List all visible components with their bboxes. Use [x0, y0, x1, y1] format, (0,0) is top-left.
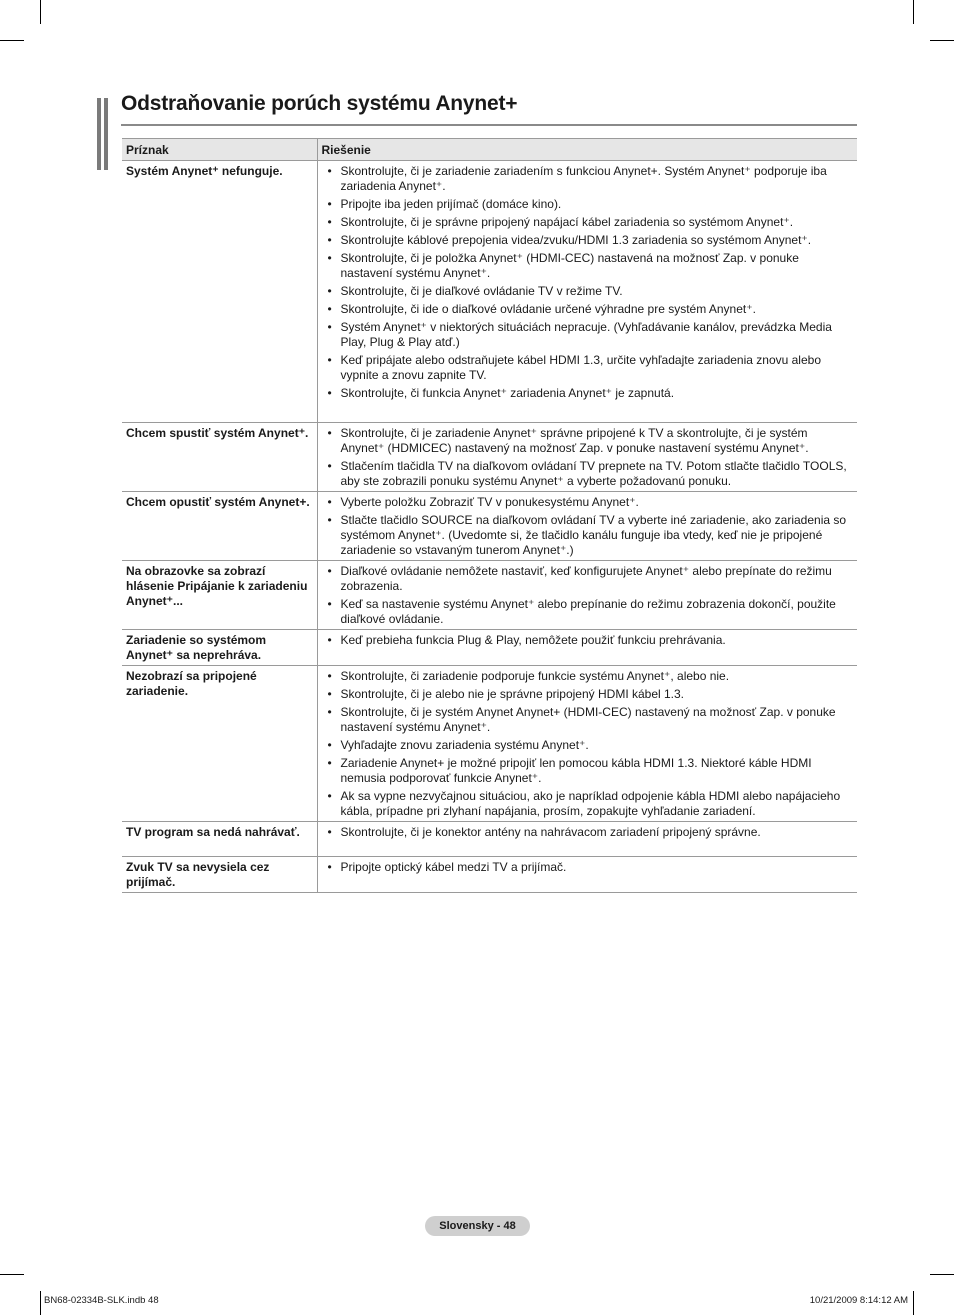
- title-bar: [97, 98, 101, 170]
- table-row: [122, 423, 857, 492]
- column-header-solution: Riešenie: [317, 139, 857, 161]
- print-file-label: BN68-02334B-SLK.indb 48: [44, 1295, 159, 1306]
- table-row: [122, 666, 857, 822]
- solution-item: • Systém Anynet⁺ v niektorých situáciách nepracuje. (Vyhľadávanie kanálov, prevádzka Media Play, Plug & Play atď.): [322, 320, 854, 350]
- solution-item: • Zariadenie Anynet+ je možné pripojiť len pomocou kábla HDMI 1.3. Niektoré káble HDMI nemusia podporovať funkcie Anynet⁺.: [322, 756, 854, 786]
- symptom-cell: Na obrazovke sa zobrazí hlásenie Pripájanie k zariadeniu Anynet⁺...: [122, 561, 317, 630]
- solution-list: [322, 860, 854, 875]
- solution-item: • Skontrolujte, či zariadenie podporuje funkcie systému Anynet⁺, alebo nie.: [322, 669, 854, 684]
- crop-mark: [40, 0, 41, 24]
- crop-mark: [930, 40, 954, 41]
- solution-item: • Skontrolujte, či je systém Anynet Anynet+ (HDMI-CEC) nastavený na možnosť Zap. v ponuke nastavení systému Anynet⁺.: [322, 705, 854, 735]
- crop-mark: [0, 1274, 24, 1275]
- symptom-cell: Chcem spustiť systém Anynet⁺.: [122, 423, 317, 492]
- symptom-cell: Zariadenie so systémom Anynet⁺ sa neprehráva.: [122, 630, 317, 666]
- table-header-row: [122, 139, 857, 161]
- symptom-cell: Nezobrazí sa pripojené zariadenie.: [122, 666, 317, 822]
- solution-list: [322, 633, 854, 648]
- solution-item: • Skontrolujte, či ide o diaľkové ovládanie určené výhradne pre systém Anynet⁺.: [322, 302, 854, 317]
- solution-item: • Pripojte optický kábel medzi TV a prijímač.: [322, 860, 854, 875]
- solution-list: [322, 564, 854, 627]
- solution-list: [322, 164, 854, 401]
- table-row: [122, 561, 857, 630]
- solution-item: • Skontrolujte, či funkcia Anynet⁺ zariadenia Anynet⁺ je zapnutá.: [322, 386, 854, 401]
- solution-item: • Stlačte tlačidlo SOURCE na diaľkovom ovládaní TV a vyberte iné zariadenie, ako zariadenia so systémom Anynet⁺. (Uvedomte si, že tlačidlo kanálu funguje iba vtedy, keď nie je pripojené zariadenie so vstavaným tunerom Anynet⁺.): [322, 513, 854, 558]
- title-decoration: [97, 98, 111, 170]
- symptom-cell: Chcem opustiť systém Anynet+.: [122, 492, 317, 561]
- solution-cell: [317, 161, 857, 423]
- solution-item: • Skontrolujte káblové prepojenia videa/zvuku/HDMI 1.3 zariadenia so systémom Anynet⁺.: [322, 233, 854, 248]
- solution-list: [322, 669, 854, 819]
- table-row: [122, 161, 857, 423]
- symptom-cell: TV program sa nedá nahrávať.: [122, 822, 317, 857]
- solution-item: • Pripojte iba jeden prijímač (domáce kino).: [322, 197, 854, 212]
- solution-item: • Skontrolujte, či je alebo nie je správne pripojený HDMI kábel 1.3.: [322, 687, 854, 702]
- solution-item: • Stlačením tlačidla TV na diaľkovom ovládaní TV prepnete na TV. Potom stlačte tlačidlo TOOLS, aby ste zobrazili ponuku systému Anynet⁺ a vyberte požadovanú ponuku.: [322, 459, 854, 489]
- solution-item: • Skontrolujte, či je správne pripojený napájací kábel zariadenia so systémom Anynet⁺.: [322, 215, 854, 230]
- title-rule: [121, 124, 857, 126]
- solution-item: • Diaľkové ovládanie nemôžete nastaviť, keď konfigurujete Anynet⁺ alebo prepínate do režimu zobrazenia.: [322, 564, 854, 594]
- solution-item: • Keď sa nastavenie systému Anynet⁺ alebo prepínanie do režimu zobrazenia dokončí, použite diaľkové ovládanie.: [322, 597, 854, 627]
- title-bar: [104, 98, 108, 170]
- solution-item: • Keď pripájate alebo odstraňujete kábel HDMI 1.3, určite vyhľadajte zariadenia znovu alebo vypnite a znovu zapnite TV.: [322, 353, 854, 383]
- troubleshooting-table: [122, 138, 857, 893]
- table-row: [122, 630, 857, 666]
- solution-item: • Skontrolujte, či je zariadenie Anynet⁺ správne pripojené k TV a skontrolujte, či je systém Anynet⁺ (HDMICEC) nastavený na možnosť Zap. v ponuke nastavení systému Anynet⁺.: [322, 426, 854, 456]
- solution-list: [322, 825, 854, 840]
- solution-item: • Skontrolujte, či je položka Anynet⁺ (HDMI-CEC) nastavená na možnosť Zap. v ponuke nastavení systému Anynet⁺.: [322, 251, 854, 281]
- solution-cell: [317, 561, 857, 630]
- solution-cell: [317, 423, 857, 492]
- solution-cell: [317, 822, 857, 857]
- page-number-badge: Slovensky - 48: [425, 1216, 530, 1236]
- solution-item: • Keď prebieha funkcia Plug & Play, nemôžete použiť funkciu prehrávania.: [322, 633, 854, 648]
- crop-mark: [0, 40, 24, 41]
- solution-cell: [317, 630, 857, 666]
- table-row: [122, 822, 857, 857]
- crop-mark: [913, 1291, 914, 1315]
- print-datetime-label: 10/21/2009 8:14:12 AM: [809, 1295, 908, 1306]
- crop-mark: [930, 1274, 954, 1275]
- symptom-cell: Zvuk TV sa nevysiela cez prijímač.: [122, 857, 317, 893]
- solution-list: [322, 495, 854, 558]
- table-row: [122, 492, 857, 561]
- solution-item: • Skontrolujte, či je konektor antény na nahrávacom zariadení pripojený správne.: [322, 825, 854, 840]
- solution-cell: [317, 492, 857, 561]
- solution-item: • Ak sa vypne nezvyčajnou situáciou, ako je napríklad odpojenie kábla HDMI alebo napájacieho kábla, prípadne pri zlyhaní napájania, prosím, zopakujte vyhľadanie zariadení.: [322, 789, 854, 819]
- solution-item: • Vyhľadajte znovu zariadenia systému Anynet⁺.: [322, 738, 854, 753]
- solution-item: • Vyberte položku Zobraziť TV v ponukesystému Anynet⁺.: [322, 495, 854, 510]
- solution-item: • Skontrolujte, či je zariadenie zariadením s funkciou Anynet+. Systém Anynet⁺ podporuje iba zariadenia Anynet⁺.: [322, 164, 854, 194]
- column-header-symptom: Príznak: [122, 139, 317, 161]
- crop-mark: [40, 1291, 41, 1315]
- table-row: [122, 857, 857, 893]
- solution-list: [322, 426, 854, 489]
- page-title: Odstraňovanie porúch systému Anynet+: [121, 92, 518, 115]
- symptom-cell: Systém Anynet⁺ nefunguje.: [122, 161, 317, 423]
- solution-cell: [317, 857, 857, 893]
- solution-cell: [317, 666, 857, 822]
- solution-item: • Skontrolujte, či je diaľkové ovládanie TV v režime TV.: [322, 284, 854, 299]
- crop-mark: [913, 0, 914, 24]
